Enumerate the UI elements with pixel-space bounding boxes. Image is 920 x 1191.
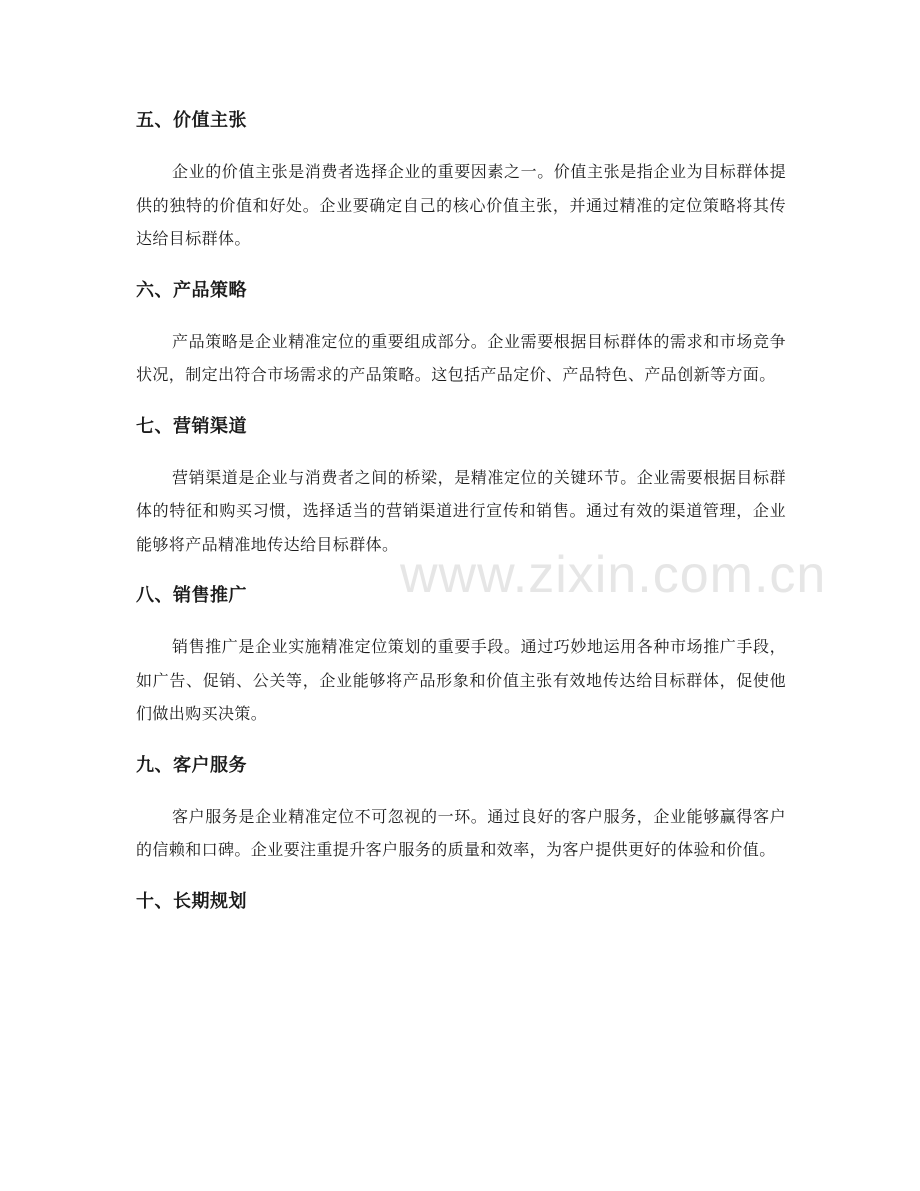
section-heading: 七、营销渠道 [136,415,247,437]
section-paragraph: 产品策略是企业精准定位的重要组成部分。企业需要根据目标群体的需求和市场竞争状况，制定出符合市场需求的产品策略。这包括产品定价、产品特色、产品创新等方面。 [136,331,786,384]
section-paragraph: 客户服务是企业精准定位不可忽视的一环。通过良好的客户服务，企业能够赢得客户的信赖和口碑。企业要注重提升客户服务的质量和效率，为客户提供更好的体验和价值。 [136,806,786,859]
section-heading: 五、价值主张 [136,110,247,131]
section-value-proposition [136,104,786,256]
section-paragraph: 营销渠道是企业与消费者之间的桥梁，是精准定位的关键环节。企业需要根据目标群体的特征和购买习惯，选择适当的营销渠道进行宣传和销售。通过有效的渠道管理，企业能够将产品精准地传达给目标群体。 [136,467,786,554]
section-paragraph: 企业的价值主张是消费者选择企业的重要因素之一。价值主张是指企业为目标群体提供的独特的价值和好处。企业要确定自己的核心价值主张，并通过精准的定位策略将其传达给目标群体。 [136,162,786,248]
section-product-strategy [136,274,786,392]
section-customer-service [136,749,786,867]
section-paragraph: 销售推广是企业实施精准定位策划的重要手段。通过巧妙地运用各种市场推广手段，如广告、促销、公关等，企业能够将产品形象和价值主张有效地传达给目标群体，促使他们做出购买决策。 [136,637,786,723]
watermark: www.zixin.com.cn [400,546,827,604]
section-heading: 十、长期规划 [136,890,247,912]
section-marketing-channels [136,410,786,562]
section-long-term-planning [136,885,786,919]
section-sales-promotion [136,579,786,731]
section-heading: 六、产品策略 [136,279,247,301]
section-heading: 八、销售推广 [136,585,247,606]
section-heading: 九、客户服务 [136,754,247,776]
document-content [136,104,786,936]
